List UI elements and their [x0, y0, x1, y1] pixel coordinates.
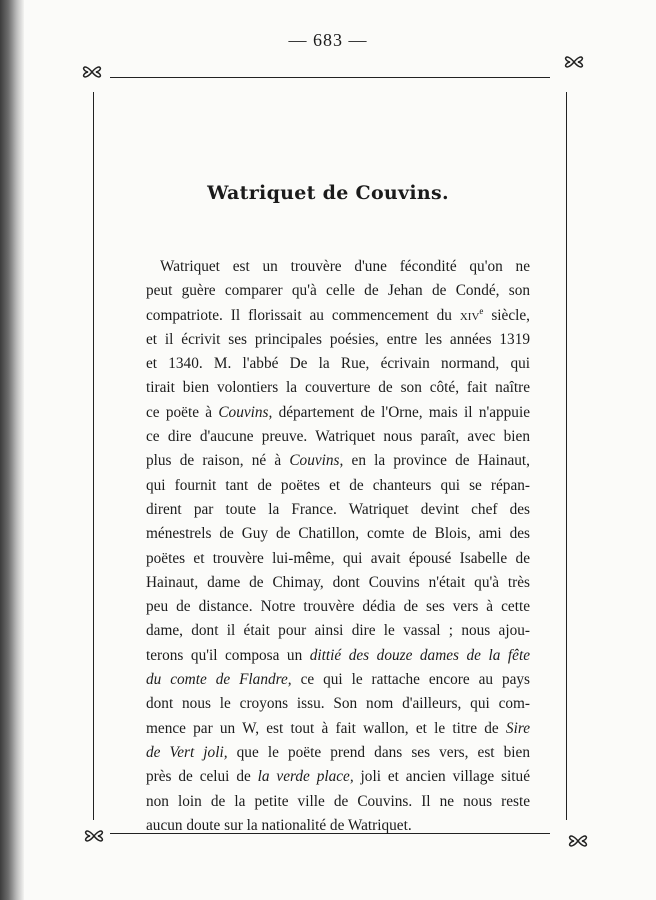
text-line — [146, 304, 530, 328]
text-run: peu de distance. Notre trouvère dédia de ses vers à cette — [146, 598, 530, 616]
italic-run: du comte de Flandre, — [146, 671, 292, 689]
text-line — [146, 765, 530, 789]
italic-run: dittié des douze dames de la fête — [309, 646, 531, 664]
corner-ornament-bottom-left — [82, 824, 106, 848]
text-run: tirait bien volontiers la couverture de son côté, fait naître — [146, 379, 530, 397]
text-line — [146, 741, 530, 765]
corner-ornament-top-right — [562, 50, 586, 74]
corner-ornament-bottom-right — [566, 829, 590, 853]
text-run: non loin de la petite ville de Couvins. Il ne nous reste — [146, 792, 530, 810]
chapter-title: Watriquet de Couvins. — [207, 182, 449, 204]
italic-run: Couvins, — [289, 452, 344, 470]
text-run: ce qui le rattache encore au pays — [291, 671, 530, 689]
text-run: mence par un W, est tout à fait wallon, et le titre de — [146, 719, 506, 737]
italic-run: Couvins, — [218, 403, 273, 421]
page-number: — 683 — — [288, 30, 368, 50]
text-run: peut guère comparer qu'à celle de Jehan de Condé, son — [146, 282, 530, 300]
text-run: Watriquet est un trouvère d'une fécondité qu'on ne — [160, 258, 530, 275]
text-line — [146, 401, 530, 425]
text-run: terons qu'il composa un — [146, 646, 310, 664]
text-run: en la province de Hainaut, — [343, 452, 530, 470]
text-line — [146, 595, 530, 619]
text-run: compatriote. Il florissait au commencement du — [146, 306, 460, 324]
text-run: dirent par toute la France. Watriquet devint chef des — [146, 500, 530, 518]
text-line — [146, 571, 530, 595]
text-run: ce dire d'aucune preuve. Watriquet nous paraît, avec bien — [146, 428, 530, 446]
text-run: que le poëte prend dans ses vers, est bien — [227, 743, 530, 761]
text-line — [146, 790, 530, 814]
text-line — [146, 449, 530, 473]
text-run: et il écrivit ses principales poésies, entre les années 1319 — [146, 330, 530, 348]
text-line — [146, 644, 530, 668]
text-line — [146, 376, 530, 400]
text-run: qui fournit tant de poëtes et de chanteurs qui se répan- — [146, 476, 530, 494]
small-caps-run: xiv — [459, 306, 480, 324]
text-line — [146, 547, 530, 571]
corner-ornament-top-left — [80, 60, 104, 84]
text-line — [146, 619, 530, 643]
italic-run: Sire — [505, 719, 530, 737]
text-run: département de l'Orne, mais il n'appuie — [272, 403, 530, 421]
text-run: joli et ancien village situé — [353, 768, 530, 786]
text-run: Hainaut, dame de Chimay, dont Couvins n'était qu'à très — [146, 573, 530, 591]
text-run: et 1340. M. l'abbé De la Rue, écrivain normand, qui — [146, 355, 530, 373]
text-line — [146, 717, 530, 741]
text-run: siècle, — [483, 306, 530, 324]
superscript: e — [479, 305, 484, 316]
text-run: ce poëte à — [146, 403, 219, 421]
text-run: dame, dont il était pour ainsi dire le vassal ; nous ajou- — [146, 622, 530, 640]
text-line — [146, 498, 530, 522]
text-line — [146, 328, 530, 352]
text-run: ménestrels de Guy de Chatillon, comte de Blois, ami des — [146, 525, 530, 543]
text-line — [146, 814, 530, 838]
border-rule-top — [110, 77, 550, 78]
text-line — [146, 352, 530, 376]
text-run: poëtes et trouvère lui-même, qui avait épousé Isabelle de — [146, 549, 530, 567]
text-run: aucun doute sur la nationalité de Watriquet. — [146, 816, 412, 834]
text-line — [146, 692, 530, 716]
italic-run: de Vert joli, — [146, 743, 228, 761]
text-run: près de celui de — [146, 768, 258, 786]
text-line — [146, 279, 530, 303]
text-line — [146, 474, 530, 498]
body-paragraph — [146, 255, 530, 838]
book-binding-shadow — [0, 0, 24, 900]
text-run: dont nous le croyons issu. Son nom d'ailleurs, qui com- — [146, 695, 530, 713]
text-line — [146, 255, 530, 279]
text-line — [146, 425, 530, 449]
italic-run: la verde place, — [257, 768, 354, 786]
text-line — [146, 522, 530, 546]
text-line — [146, 668, 530, 692]
text-run: plus de raison, né à — [146, 452, 290, 470]
